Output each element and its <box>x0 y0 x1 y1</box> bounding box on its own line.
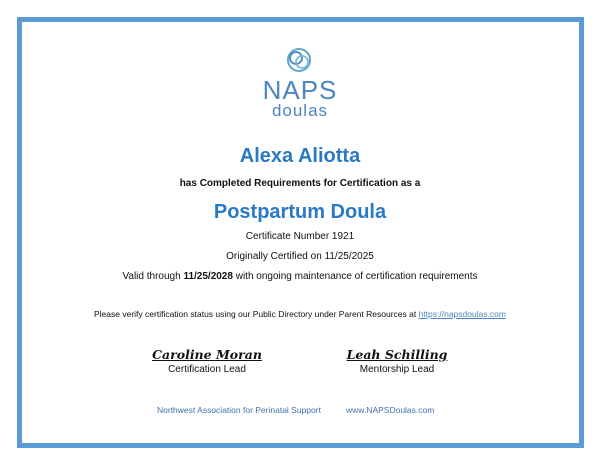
footer-organization: Northwest Association for Perinatal Support <box>157 405 321 415</box>
recipient-name: Alexa Aliotta <box>239 145 361 167</box>
certificate-number: Certificate Number 1921 <box>245 231 355 242</box>
signature-leah-schilling: Leah Schilling <box>346 347 448 362</box>
validity-suffix: with ongoing maintenance of certification requirements <box>232 271 478 282</box>
original-certification-date: Originally Certified on 11/25/2025 <box>226 251 374 262</box>
signature-role-mentorship-lead: Mentorship Lead <box>359 364 435 375</box>
interlocking-circles-icon <box>284 45 314 75</box>
completion-statement: has Completed Requirements for Certification as a <box>179 178 421 189</box>
signature-role-certification-lead: Certification Lead <box>168 364 246 375</box>
certification-title: Postpartum Doula <box>213 201 387 223</box>
validity-statement <box>0 271 600 282</box>
verification-link[interactable]: https://napsdoulas.com <box>418 309 506 319</box>
logo-brand-top: NAPS <box>262 75 338 105</box>
validity-prefix: Valid through <box>122 271 184 282</box>
verification-note <box>0 309 600 319</box>
footer-website[interactable]: www.NAPSDoulas.com <box>346 405 435 415</box>
logo-brand-bottom: doulas <box>271 101 329 120</box>
verification-text: Please verify certification status using our Public Directory under Parent Resources at <box>94 309 419 319</box>
signature-caroline-moran: Caroline Moran <box>152 347 262 362</box>
validity-date: 11/25/2028 <box>183 271 233 282</box>
